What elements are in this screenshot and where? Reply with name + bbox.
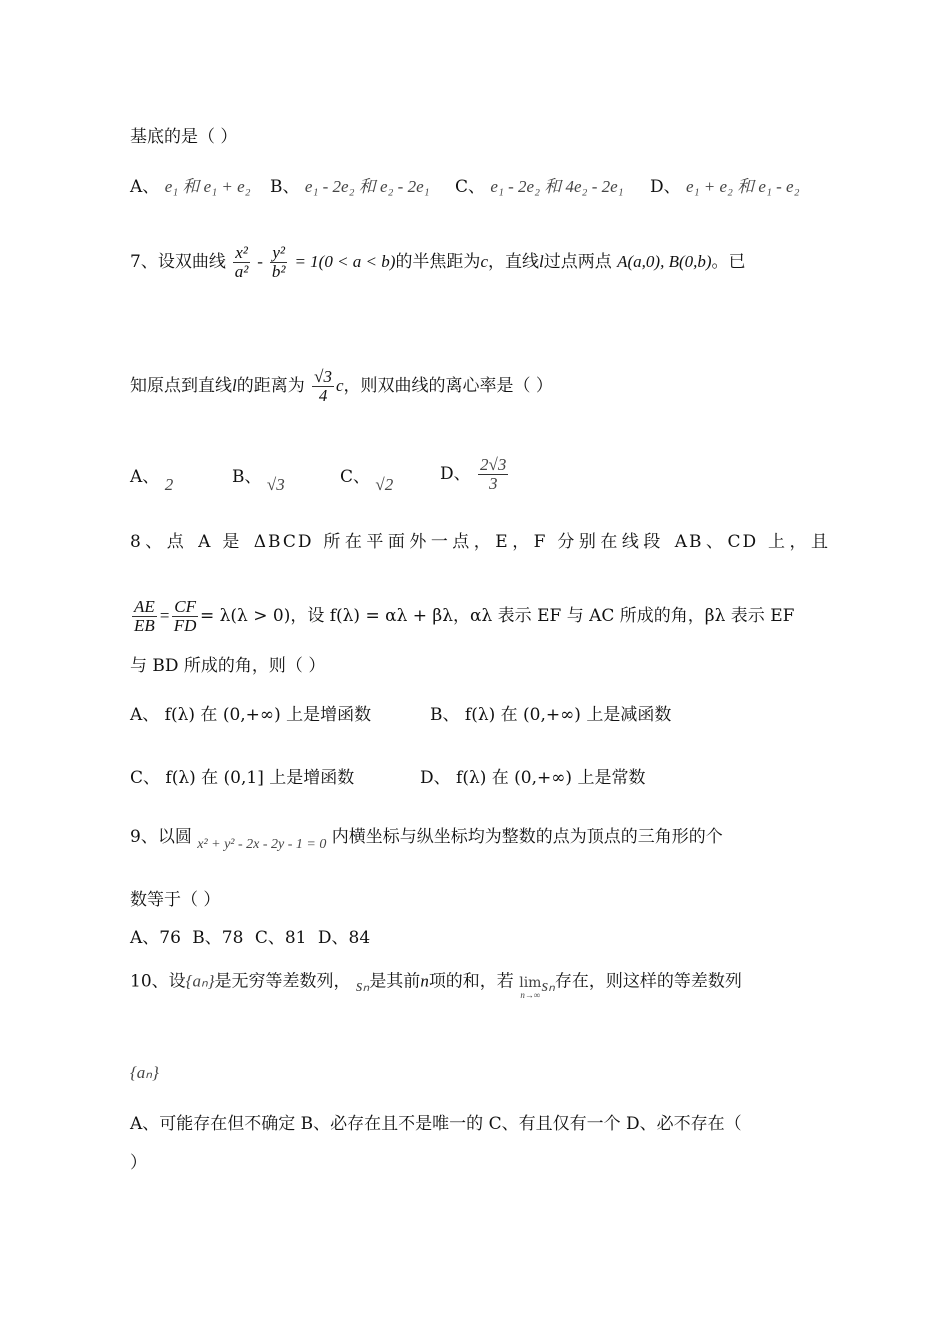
q7-b-val: √3 <box>266 475 285 494</box>
q8-frac-cf-fd <box>172 598 198 635</box>
q10-lim-sn: sₙ <box>541 975 555 995</box>
q6-b-label: B、 <box>270 177 300 197</box>
q10-an: {aₙ} <box>185 971 215 991</box>
q7-dist-frac <box>312 368 334 405</box>
q6-a-label: A、 <box>130 177 160 197</box>
q8-option-a: A、 f(λ) 在 (0,+∞) 上是增函数 <box>130 705 372 725</box>
q7-d-label: D、 <box>440 464 471 484</box>
q7-text-d: 过点两点 <box>543 252 612 272</box>
q10-sn: sₙ <box>355 975 370 995</box>
q8-option-d: D、 f(λ) 在 (0,+∞) 上是常数 <box>420 768 646 788</box>
q7-dist-num: √3 <box>314 367 332 386</box>
q7-frac-x: $\frac{\text{x²}}{\text{a²}}$ <box>234 243 249 281</box>
q8-line2: $\frac{AE}{EB}$ = $\frac{CF}{FD}$ = λ(λ > 0)，设 f(λ) = αλ + βλ，αλ 表示 EF 与 AC 所成的角，βλ 表示 EF <box>134 597 795 635</box>
q6-option-c <box>455 172 624 197</box>
q7-equation: = 1(0 < a < b) <box>294 252 396 271</box>
q10-lim-sub: n→∞ <box>520 990 541 1000</box>
q6-c-label: C、 <box>455 177 486 197</box>
q6-d-math: e₁ + e₂ 和 e₁ - e₂ <box>686 177 800 196</box>
q7-line2 <box>130 368 553 405</box>
q8-line2-text: = λ(λ > 0)，设 f(λ) = αλ + βλ，αλ 表示 EF 与 AC 所成的角，βλ 表示 EF <box>200 606 795 626</box>
q7-line2-c: ，则双曲线的离心率是（ ） <box>343 376 553 396</box>
q10-options: A、可能存在但不确定 B、必存在且不是唯一的 C、有且仅有一个 D、必不存在（ <box>130 1114 742 1134</box>
q10-options-close: ） <box>130 1153 147 1173</box>
q10-n-symbol: n <box>420 971 429 991</box>
q8-line3: 与 BD 所成的角，则（ ） <box>130 656 326 676</box>
q6-c-math: e₁ - 2e₂ 和 4e₂ - 2e₁ <box>490 177 624 196</box>
q10-text-b: 是无穷等差数列， <box>214 971 351 992</box>
q7-l-symbol-2: l <box>232 376 237 395</box>
q9-line1 <box>130 826 723 850</box>
q7-c-label: C、 <box>340 467 371 487</box>
q8-line1: 8、点 A 是 ΔBCD 所在平面外一点，E，F 分别在线段 AB、CD 上，且 <box>130 532 830 552</box>
q7-text-a: 7、设双曲线 <box>130 252 226 272</box>
q8-frac2-num: CF <box>174 597 196 616</box>
q10-line1 <box>130 970 742 1000</box>
q8-option-c: C、 f(λ) 在 (0,1] 上是增函数 <box>130 768 355 788</box>
q6-option-b <box>270 172 430 197</box>
q6-option-a <box>130 172 251 197</box>
q9-text-b: 内横坐标与纵坐标均为整数的点为顶点的三角形的个 <box>331 827 723 847</box>
q10-limit <box>519 976 541 1000</box>
q6-d-label: D、 <box>650 177 681 197</box>
q7-d-den: 3 <box>488 474 498 493</box>
q7-l-symbol: l <box>538 252 544 271</box>
q10-lim: lim <box>519 975 542 991</box>
q7-text-e: 。已 <box>711 252 746 272</box>
q10-text-e: 存在，则这样的等差数列 <box>554 971 742 992</box>
q9-options: A、76 B、78 C、81 D、84 <box>130 928 371 948</box>
q7-c-symbol: c <box>480 252 488 271</box>
q9-equation: x² + y² - 2x - 2y - 1 = 0 <box>197 837 327 852</box>
q6-option-d <box>650 172 800 197</box>
q7-frac-y: $\frac{\text{y²}}{\text{b²}}$ <box>271 243 286 281</box>
q7-a-val: 2 <box>164 475 174 494</box>
q8-frac1-den: EB <box>134 616 155 635</box>
q7-c-symbol-2: c <box>335 376 344 395</box>
q10-text-c: 是其前 <box>369 971 421 992</box>
q10-line2: {aₙ} <box>130 1063 159 1082</box>
q10-text-d: 项的和，若 <box>428 971 514 992</box>
q8-frac1-num: AE <box>134 597 155 616</box>
q6-b-math: e₁ - 2e₂ 和 e₂ - 2e₁ <box>304 177 430 196</box>
q8-option-b: B、 f(λ) 在 (0,+∞) 上是减函数 <box>430 705 672 725</box>
q7-dist-den: 4 <box>318 386 328 405</box>
q9-text-a: 9、以圆 <box>130 827 192 847</box>
q7-d-num: 2√3 <box>480 455 507 474</box>
q7-a-label: A、 <box>130 467 160 487</box>
q7-line2-a: 知原点到直线 <box>130 376 232 396</box>
q7-c-val: √2 <box>375 475 394 494</box>
q7-option-d <box>440 456 510 493</box>
q6-stem: 基底的是（ ） <box>130 127 238 147</box>
q10-text-a: 10、设 <box>130 971 186 992</box>
q7-line1: 7、设双曲线 $\frac{\text{x²}}{\text{a²}}$ - $\frac{\text{y²}}{\text{b²}}$ = 1(0 < a < b)的半焦距为c，直线l过点两点 A(a,0), B(0,b)。已 <box>130 243 746 281</box>
q9-line2: 数等于（ ） <box>130 890 221 910</box>
q7-text-c: ，直线 <box>487 252 539 272</box>
q6-a-math: e₁ 和 e₁ + e₂ <box>164 177 251 196</box>
q8-frac-ae-eb <box>132 598 157 635</box>
q8-frac2-den: FD <box>173 616 197 635</box>
q7-points: A(a,0), B(0,b) <box>617 252 712 271</box>
q7-d-frac <box>478 456 508 493</box>
q7-line2-b: 的距离为 <box>236 376 305 396</box>
q7-option-b <box>232 462 285 494</box>
q7-b-label: B、 <box>232 467 262 487</box>
q7-option-c <box>340 462 394 494</box>
q7-text-b: 的半焦距为 <box>395 252 481 272</box>
q7-option-a <box>130 462 174 494</box>
